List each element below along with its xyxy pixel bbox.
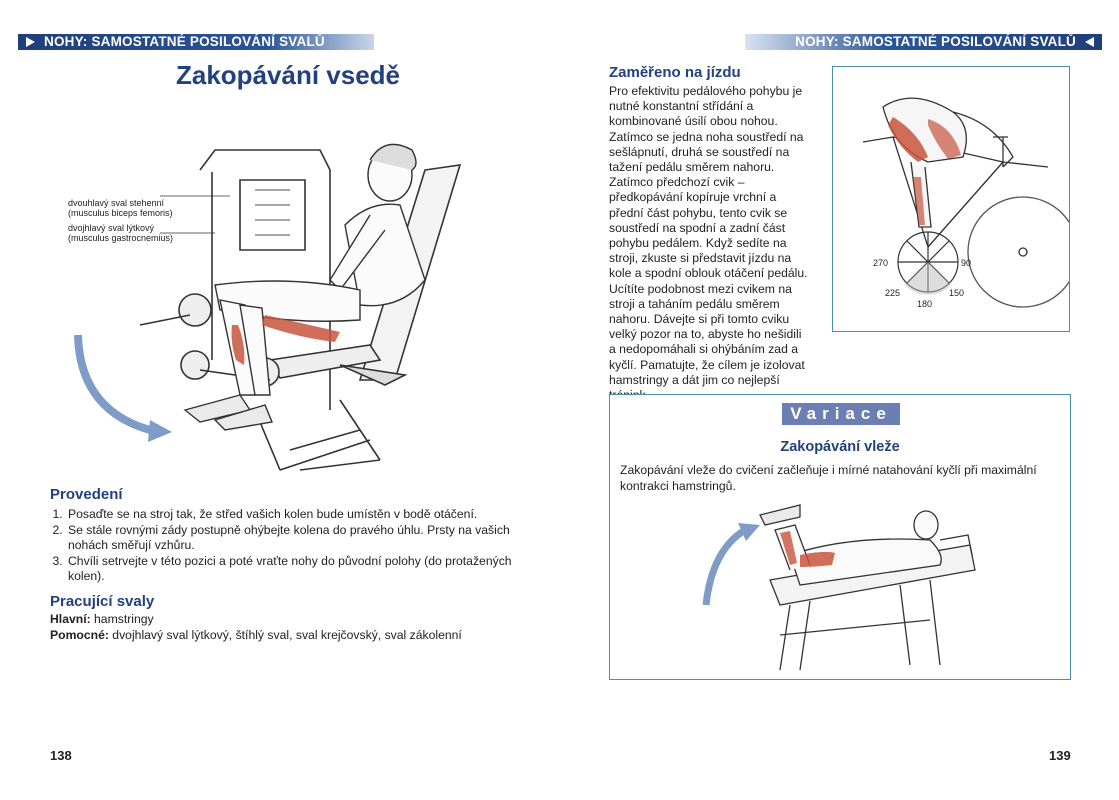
angle-150: 150	[949, 288, 965, 298]
focus-text: Pro efektivitu pedálového pohybu je nutné konstantní střídání a kombinované úsilí obou nohou. Zatímco se jedna noha soustředí na sešlápnutí, druhá se soustředí na tažení pedálu směrem nahoru. Zatímco předchozí cvik – předkopávání kopíruje vrchní a přední část pohybu, tento cvik se soustředí na spodní a zadní část pohybu pedálem. Když sedíte na stroji, zkuste si představit jízdu na kole a spodní oblouk otáčení pedálu. Ucítíte podobnost mezi cvikem na stroji a taháním pedálu směrem nahoru. Dávejte si při tomto cviku velký pozor na to, abyste ho nešidili a nedopomáhali si ohýbáním zad a kyčlí. Pamatujte, že cílem je izolovat hamstringy a dát jim co nejlepší	[609, 84, 808, 387]
page-title: Zakopávání vsedě	[176, 60, 400, 90]
header-label-left: NOHY: SAMOSTATNÉ POSILOVÁNÍ SVALŮ	[44, 34, 325, 49]
variation-motion-arrow	[706, 530, 745, 605]
cycling-illustration	[833, 67, 1069, 331]
angle-270: 270	[873, 258, 889, 268]
label-gastrocnemius: dvojhlavý sval lýtkový	[68, 223, 155, 233]
label-biceps-femoris-latin: (musculus biceps femoris)	[68, 208, 173, 218]
motion-arrow	[78, 335, 150, 430]
seated-leg-curl-illustration	[40, 110, 510, 480]
step-3: 3. Chvíli setrvejte v této pozici a poté vraťte nohy do původní polohy (do protažených kolen).	[66, 554, 520, 585]
focus-heading: Zaměřeno na jízdu	[609, 64, 741, 81]
page-number-left: 138	[50, 748, 72, 763]
step-2: 2. Se stále rovnými zády postupně ohýbejte kolena do pravého úhlu. Prsty na vašich nohách směřují vzhůru.	[66, 523, 520, 554]
header-band-left	[18, 34, 374, 50]
header-band-right	[745, 34, 1102, 50]
label-biceps-femoris: dvouhlavý sval stehenní	[68, 198, 165, 208]
variation-text: Zakopávání vleže do cvičení začleňuje i mírné natahování kyčlí při maximální kontrakci hamstringů.	[620, 463, 1037, 493]
cycling-illustration-box	[832, 66, 1070, 332]
step-1: 1. Posaďte se na stroj tak, že střed vašich kolen bude umístěn v bodě otáčení.	[66, 507, 520, 523]
variation-title: Zakopávání vleže	[780, 439, 900, 455]
angle-225: 225	[885, 288, 901, 298]
lying-leg-curl-illustration	[700, 495, 990, 675]
execution-steps	[50, 507, 520, 585]
muscles-list	[50, 612, 462, 643]
play-left-icon	[1085, 37, 1094, 47]
play-right-icon	[26, 37, 35, 47]
muscles-heading: Pracující svaly	[50, 593, 155, 610]
execution-heading: Provedení	[50, 486, 123, 503]
muscles-aux: Pomocné: dvojhlavý sval lýtkový, štíhlý sval, sval krejčovský, sval zákolenní	[50, 627, 462, 642]
angle-180: 180	[917, 299, 933, 309]
variation-box	[609, 394, 1071, 680]
header-label-right: NOHY: SAMOSTATNÉ POSILOVÁNÍ SVALŮ	[795, 34, 1076, 49]
angle-90: 90	[961, 258, 972, 268]
label-gastrocnemius-latin: (musculus gastrocnemius)	[68, 233, 174, 243]
variation-label: Variace	[782, 403, 900, 425]
page-number-right: 139	[1049, 748, 1071, 763]
muscles-main: Hlavní: hamstringy	[50, 612, 154, 626]
